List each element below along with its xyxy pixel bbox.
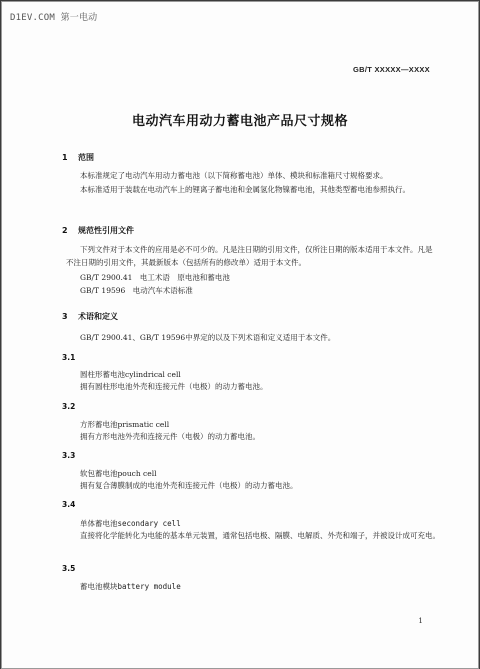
term-name: 软包蓄电池pouch cell bbox=[80, 469, 157, 478]
section-title: 术语和定义 bbox=[78, 312, 118, 321]
section-2-paragraph-1: 下列文件对于本文件的应用是必不可少的。凡是注日期的引用文件，仅所注日期的版本适用于本文件。凡是不注日期的引用文件，其最新版本（包括所有的修改单）适用于本文件。 bbox=[66, 245, 433, 267]
term-name: 圆柱形蓄电池cylindrical cell bbox=[80, 370, 181, 379]
term-definition: 直接将化学能转化为电能的基本单元装置，通常包括电极、隔膜、电解质、外壳和端子，并被设计成可充电。 bbox=[80, 531, 440, 540]
section-number: 2 bbox=[62, 226, 68, 235]
term-definition: 拥有方形电池外壳和连接元件（电极）的动力蓄电池。 bbox=[80, 432, 260, 441]
reference-1: GB/T 2900.41 电工术语 原电池和蓄电池 bbox=[80, 273, 230, 282]
section-number: 1 bbox=[62, 153, 68, 162]
watermark: D1EV.COM 第一电动 bbox=[10, 13, 98, 23]
section-title: 范围 bbox=[78, 153, 94, 162]
term-number: 3.2 bbox=[62, 402, 76, 411]
section-1-heading bbox=[62, 152, 94, 163]
term-number: 3.3 bbox=[62, 451, 76, 460]
section-3-paragraph-1: GB/T 2900.41、GB/T 19596中界定的以及下列术语和定义适用于本文件。 bbox=[80, 333, 336, 342]
section-1-paragraph-1: 本标准规定了电动汽车用动力蓄电池（以下简称蓄电池）单体、模块和标准箱尺寸规格要求。 bbox=[80, 171, 388, 180]
document-page bbox=[1, 1, 479, 669]
reference-2: GB/T 19596 电动汽车术语标准 bbox=[80, 286, 193, 295]
term-number: 3.5 bbox=[62, 564, 76, 573]
term-name: 蓄电池模块battery module bbox=[80, 582, 181, 591]
section-2-heading bbox=[62, 225, 134, 236]
term-number: 3.4 bbox=[62, 500, 76, 509]
term-name: 方形蓄电池prismatic cell bbox=[80, 420, 170, 429]
term-number: 3.1 bbox=[62, 353, 76, 362]
term-name: 单体蓄电池secondary cell bbox=[80, 519, 181, 528]
section-3-heading bbox=[62, 311, 118, 322]
section-title: 规范性引用文件 bbox=[78, 226, 134, 235]
document-title: 电动汽车用动力蓄电池产品尺寸规格 bbox=[131, 114, 348, 129]
page-number: 1 bbox=[418, 616, 423, 625]
term-definition: 拥有圆柱形电池外壳和连接元件（电极）的动力蓄电池。 bbox=[80, 382, 268, 391]
section-number: 3 bbox=[62, 312, 68, 321]
section-1-paragraph-2: 本标准适用于装载在电动汽车上的锂离子蓄电池和金属氢化物镍蓄电池，其他类型蓄电池参照执行。 bbox=[80, 185, 410, 194]
term-definition: 拥有复合薄膜制成的电池外壳和连接元件（电极）的动力蓄电池。 bbox=[80, 481, 298, 490]
document-number: GB/T XXXXX—XXXX bbox=[352, 65, 430, 74]
